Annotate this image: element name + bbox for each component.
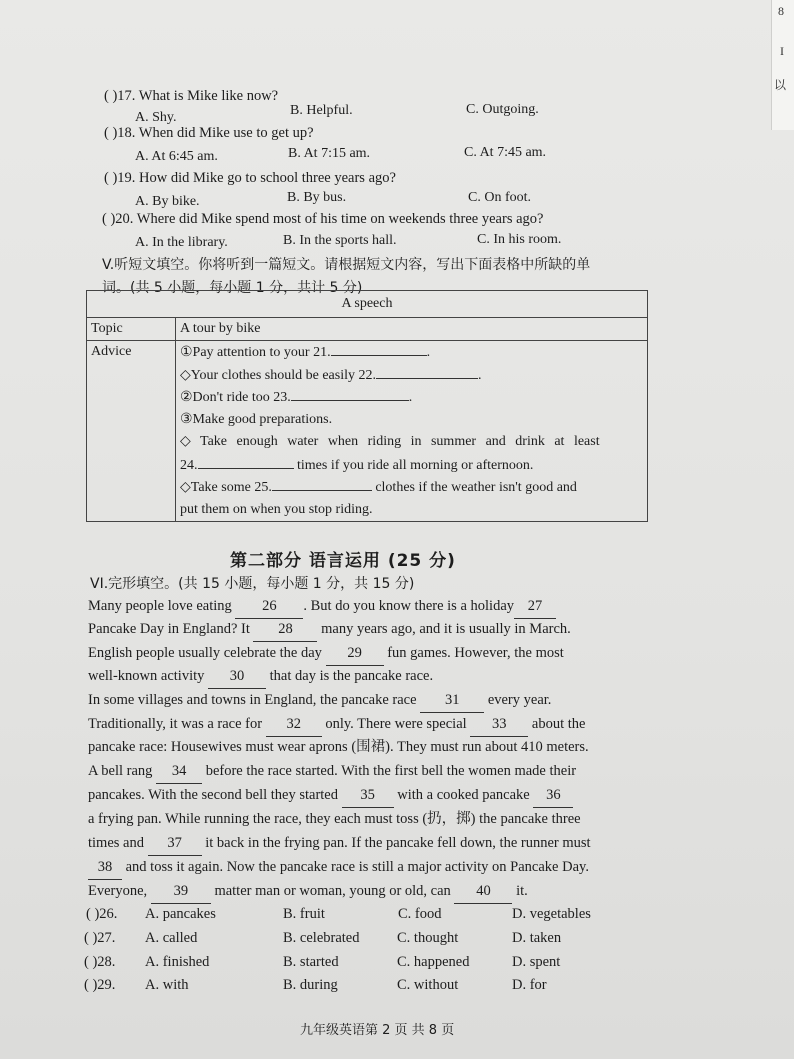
passage-line-11: times and 37 it back in the frying pan. If the pancake fell down, the runner must [88, 832, 650, 855]
choice-29-number: ( )29. [84, 977, 116, 993]
blank-36[interactable]: 36 [533, 784, 573, 808]
advice-label: Advice [87, 341, 176, 522]
passage-line-6: Traditionally, it was a race for 32 only. There were special 33 about the [88, 713, 650, 736]
passage-line-5: In some villages and towns in England, the pancake race 31 every year. [88, 689, 650, 712]
question-19: ( )19. How did Mike go to school three years ago? [104, 170, 396, 186]
table-header: A speech [87, 291, 648, 318]
blank-34[interactable]: 34 [156, 760, 202, 784]
q17-option-a: A. Shy. [135, 110, 177, 125]
blank-37[interactable]: 37 [148, 832, 202, 856]
blank-28[interactable]: 28 [253, 618, 317, 642]
adjacent-page-edge [771, 0, 794, 130]
choice-29-c[interactable]: C. without [397, 977, 459, 993]
choice-28-number: ( )28. [84, 954, 116, 970]
blank-35[interactable]: 35 [342, 784, 394, 808]
advice-row-21: ①Pay attention to your 21. . [180, 341, 643, 364]
question-17: ( )17. What is Mike like now? [104, 88, 279, 104]
q18-option-c: C. At 7:45 am. [464, 145, 547, 160]
blank-31[interactable]: 31 [420, 689, 484, 713]
choice-29-d[interactable]: D. for [512, 977, 547, 993]
passage-line-13: Everyone, 39 matter man or woman, young or old, can 40 it. [88, 880, 650, 903]
passage-line-2: Pancake Day in England? It 28 many years ago, and it is usually in March. [88, 618, 650, 641]
speech-table [86, 290, 648, 522]
edge-mark-low: 以 [774, 78, 787, 92]
blank-39[interactable]: 39 [151, 880, 211, 904]
blank-24[interactable] [198, 454, 294, 469]
q19-option-a: A. By bike. [135, 194, 200, 209]
blank-26[interactable]: 26 [235, 595, 303, 619]
passage-line-4: well-known activity 30 that day is the pancake race. [88, 665, 650, 688]
blank-29[interactable]: 29 [326, 642, 384, 666]
q19-option-c: C. On foot. [468, 190, 531, 205]
q17-option-b: B. Helpful. [290, 103, 353, 118]
advice-row-24: 24. times if you ride all morning or afternoon. [180, 454, 643, 477]
choice-29-a[interactable]: A. with [145, 977, 189, 993]
question-18: ( )18. When did Mike use to get up? [104, 125, 314, 141]
blank-27[interactable]: 27 [514, 595, 556, 619]
choice-26-a[interactable]: A. pancakes [145, 906, 216, 922]
choice-28-c[interactable]: C. happened [397, 954, 470, 970]
passage-line-9: pancakes. With the second bell they started 35 with a cooked pancake 36 [88, 784, 650, 807]
q20-option-a: A. In the library. [135, 235, 228, 250]
blank-23[interactable] [291, 386, 409, 401]
q18-option-b: B. At 7:15 am. [288, 146, 371, 161]
advice-content [176, 341, 648, 522]
edge-mark-top: 8 [778, 4, 784, 18]
blank-40[interactable]: 40 [454, 880, 512, 904]
choice-27-d[interactable]: D. taken [512, 930, 562, 946]
choice-29-b[interactable]: B. during [283, 977, 338, 993]
choice-28-b[interactable]: B. started [283, 954, 339, 970]
blank-38[interactable]: 38 [88, 856, 122, 880]
passage-line-7: pancake race: Housewives must wear aprons (围裙). They must run about 410 meters. [88, 739, 589, 755]
blank-21[interactable] [331, 341, 427, 356]
section-5-instruction-line2: 词。(共 5 小题，每小题 1 分，共计 5 分) [102, 280, 363, 296]
part-2-title: 第二部分 语言运用 (25 分) [230, 551, 456, 571]
passage-line-1: Many people love eating 26 . But do you know there is a holiday 27 [88, 595, 650, 618]
advice-row-prep: ③Make good preparations. [180, 411, 333, 427]
blank-25[interactable] [272, 476, 372, 491]
blank-22[interactable] [376, 364, 478, 379]
passage-line-3: English people usually celebrate the day 29 fun games. However, the most [88, 642, 650, 665]
advice-row-22: ◇Your clothes should be easily 22. . [180, 364, 643, 387]
choice-26-number: ( )26. [86, 906, 118, 922]
choice-26-b[interactable]: B. fruit [283, 906, 325, 922]
choice-28-a[interactable]: A. finished [145, 954, 210, 970]
topic-label: Topic [87, 318, 176, 341]
passage-line-12: 38 and toss it again. Now the pancake race is still a major activity on Pancake Day. [88, 856, 650, 879]
section-6-instruction: VI.完形填空。(共 15 小题，每小题 1 分，共 15 分) [90, 576, 415, 592]
choice-26-d[interactable]: D. vegetables [512, 906, 591, 922]
choice-27-b[interactable]: B. celebrated [283, 930, 360, 946]
choice-28-d[interactable]: D. spent [512, 954, 561, 970]
blank-33[interactable]: 33 [470, 713, 528, 737]
edge-mark-mid: I [780, 44, 784, 58]
section-5-instruction-line1: V.听短文填空。你将听到一篇短文。请根据短文内容，写出下面表格中所缺的单 [102, 257, 591, 273]
passage-line-10: a frying pan. While running the race, they each must toss (扔，掷) the pancake three [88, 811, 581, 827]
advice-row-water: ◇ Take enough water when riding in summer and drink at least [180, 434, 600, 449]
advice-row-last: put them on when you stop riding. [180, 501, 373, 517]
page-footer: 九年级英语第 2 页 共 8 页 [300, 1023, 455, 1038]
blank-30[interactable]: 30 [208, 665, 266, 689]
passage-line-8: A bell rang 34 before the race started. With the first bell the women made their [88, 760, 650, 783]
choice-26-c[interactable]: C. food [398, 906, 442, 922]
question-20: ( )20. Where did Mike spend most of his time on weekends three years ago? [102, 211, 544, 227]
choice-27-a[interactable]: A. called [145, 930, 198, 946]
q17-option-c: C. Outgoing. [466, 102, 539, 117]
q18-option-a: A. At 6:45 am. [135, 149, 218, 164]
q20-option-b: B. In the sports hall. [283, 233, 397, 248]
advice-row-23: ②Don't ride too 23. . [180, 386, 643, 409]
q19-option-b: B. By bus. [287, 190, 347, 205]
choice-27-c[interactable]: C. thought [397, 930, 459, 946]
advice-row-25: ◇Take some 25. clothes if the weather isn't good and [180, 476, 643, 499]
q20-option-c: C. In his room. [477, 232, 562, 247]
choice-27-number: ( )27. [84, 930, 116, 946]
blank-32[interactable]: 32 [266, 713, 322, 737]
topic-value: A tour by bike [176, 318, 648, 341]
